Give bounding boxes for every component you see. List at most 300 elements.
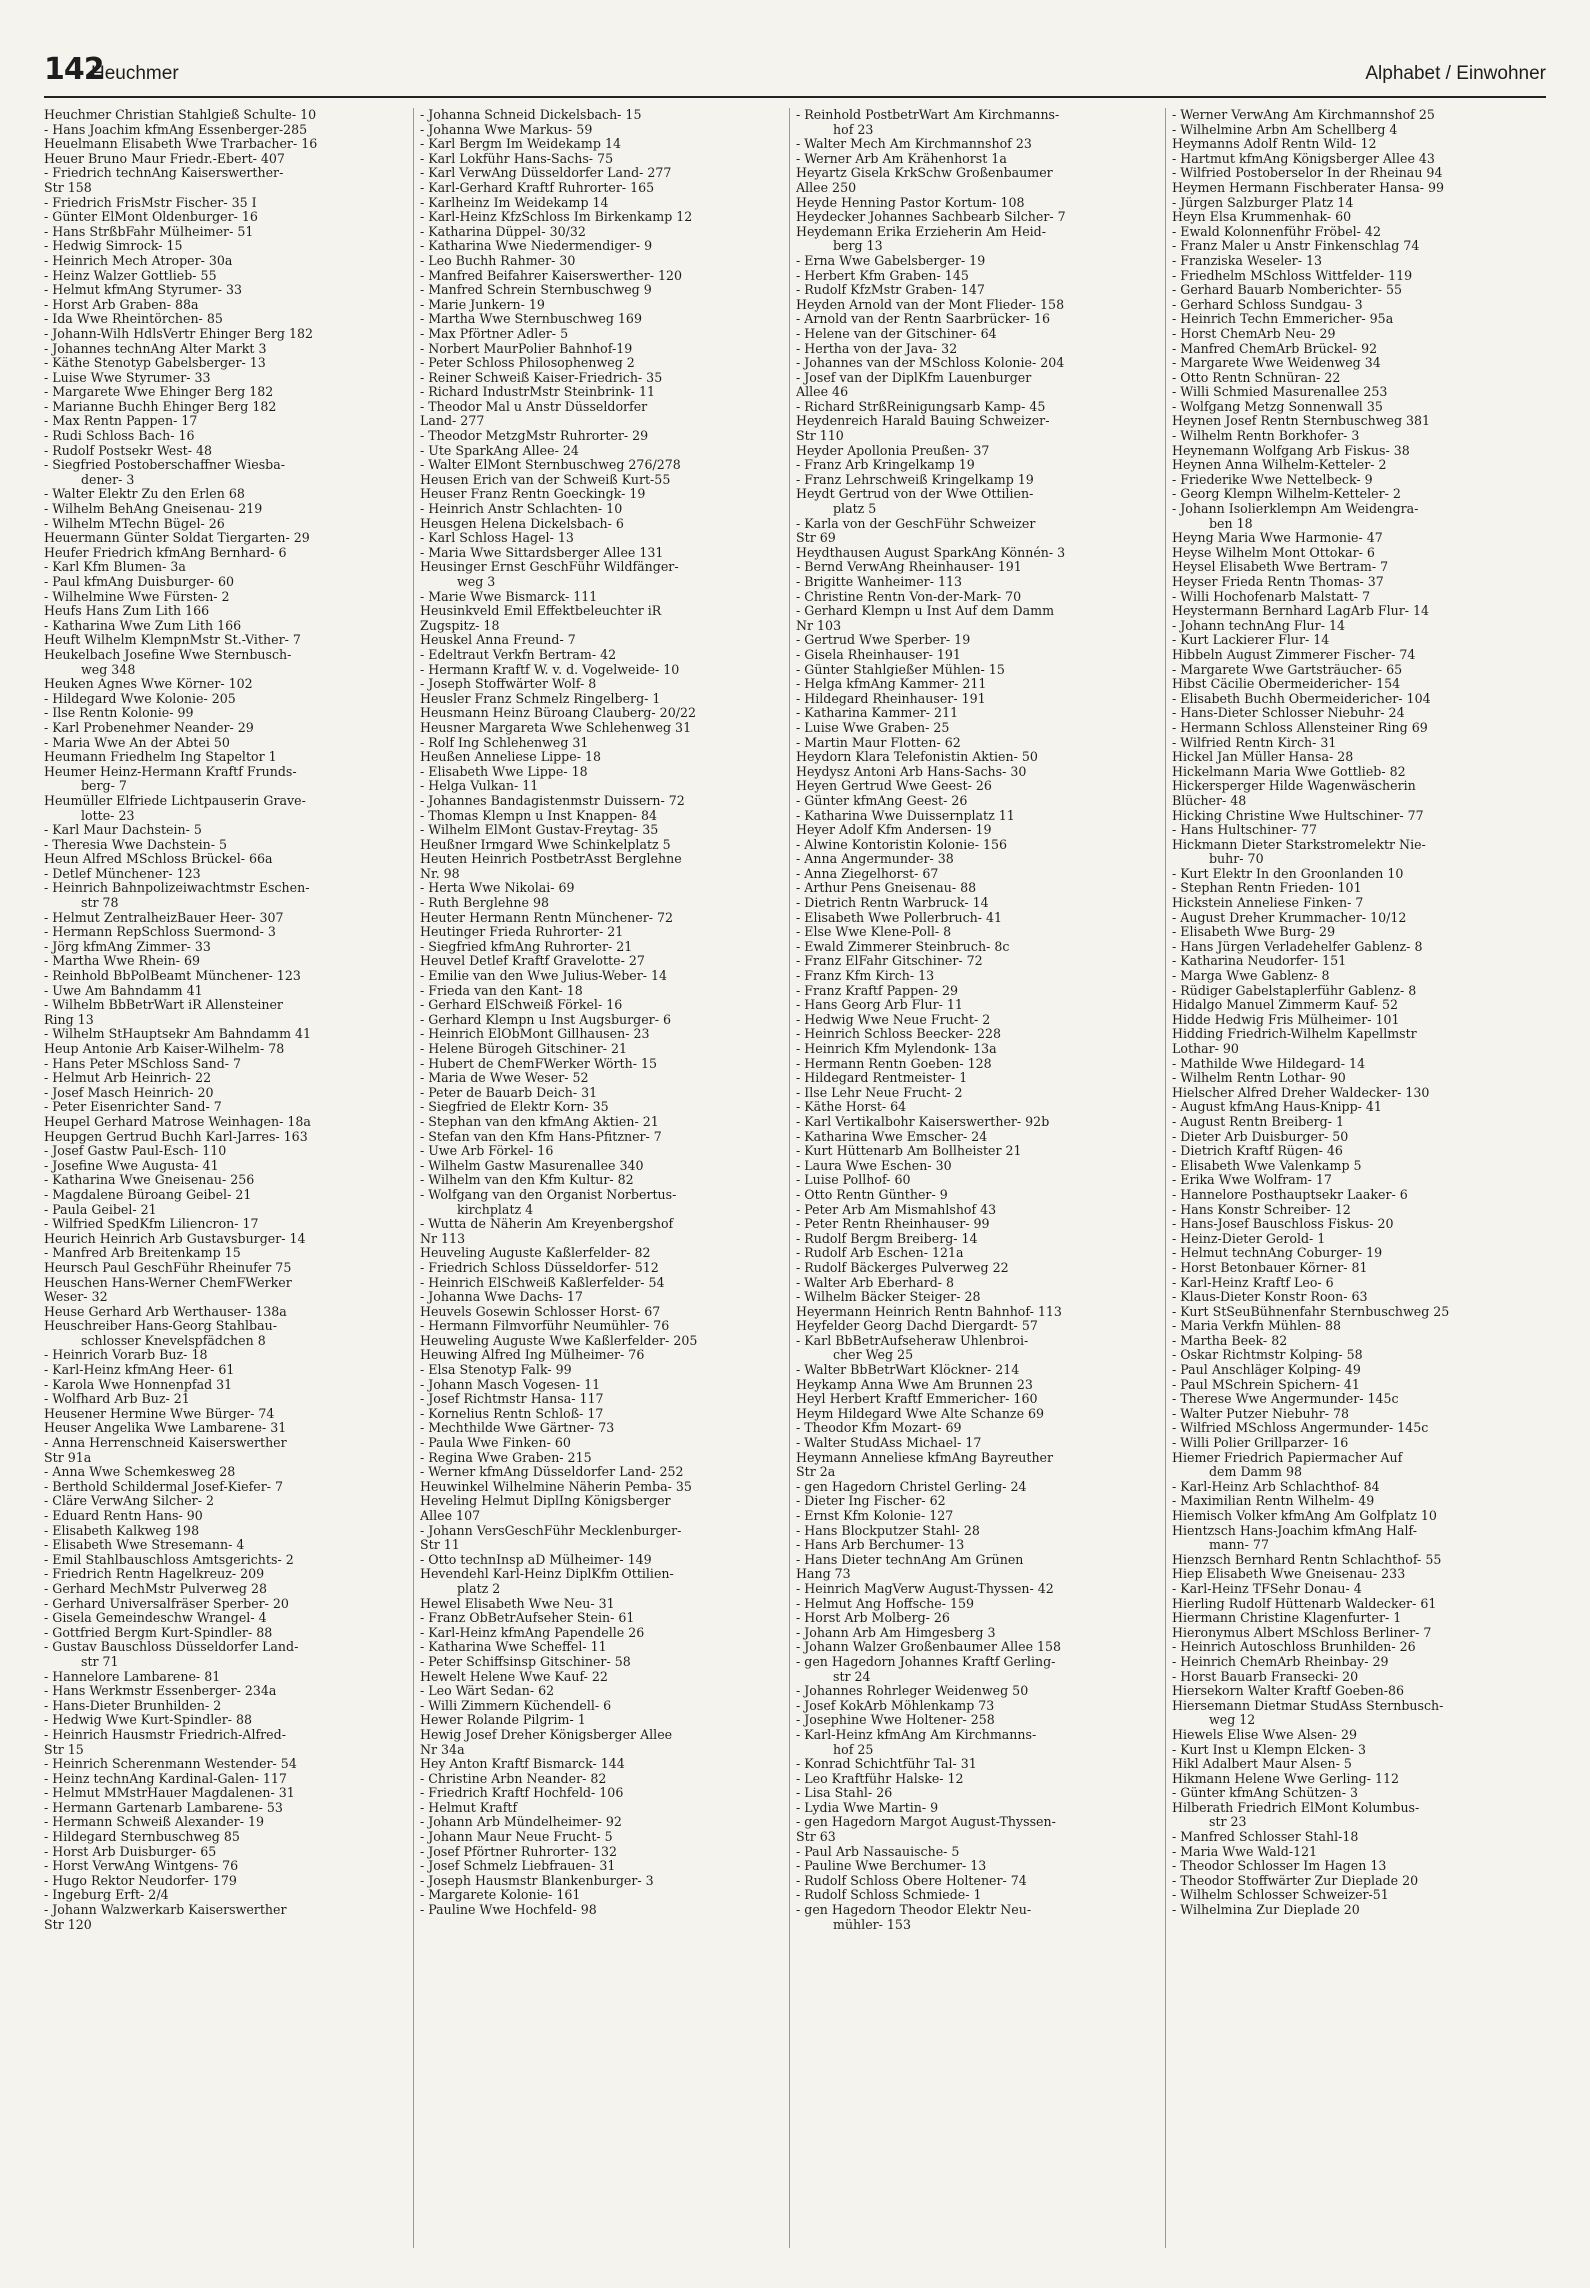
directory-entry: - Helmut ZentralheizBauer Heer- 307: [44, 910, 284, 925]
directory-entry: - August Rentn Breiberg- 1: [1172, 1114, 1345, 1129]
directory-entry: - August kfmAng Haus-Knipp- 41: [1172, 1100, 1382, 1115]
directory-entry: - Max Pförtner Adler- 5: [420, 326, 569, 341]
directory-entry: Heumann Friedhelm Ing Stapeltor 1: [44, 750, 277, 765]
directory-entry: mann- 77: [1209, 1538, 1269, 1553]
directory-entry: - Hans Konstr Schreiber- 12: [1172, 1202, 1351, 1217]
directory-column-4: [1172, 108, 1536, 2248]
directory-entry: - Heinz-Dieter Gerold- 1: [1172, 1231, 1326, 1246]
directory-entry: - Walter ElMont Sternbuschweg 276/278: [420, 458, 681, 473]
directory-entry: Heveling Helmut DiplIng Königsberger: [420, 1494, 671, 1509]
directory-entry: - Ute SparkAng Allee- 24: [420, 443, 579, 458]
directory-entry: - Wolfgang Metzg Sonnenwall 35: [1172, 399, 1383, 414]
directory-entry: Heyermann Heinrich Rentn Bahnhof- 113: [796, 1304, 1062, 1319]
directory-entry: Heydorn Klara Telefonistin Aktien- 50: [796, 750, 1038, 765]
directory-entry: - Margarete Wwe Ehinger Berg 182: [44, 385, 274, 400]
directory-entry: - Paul Arb Nassauische- 5: [796, 1844, 960, 1859]
directory-entry: - Oskar Richtmstr Kolping- 58: [1172, 1348, 1363, 1363]
directory-entry: - Karl-Heinz TFSehr Donau- 4: [1172, 1581, 1362, 1596]
directory-entry: Hienzsch Bernhard Rentn Schlachthof- 55: [1172, 1552, 1442, 1567]
directory-entry: Heyn Elsa Krummenhak- 60: [1172, 210, 1352, 225]
directory-entry: - Leo Kraftführ Halske- 12: [796, 1771, 964, 1786]
directory-entry: - Karola Wwe Honnenpfad 31: [44, 1377, 233, 1392]
directory-entry: - Karlheinz Im Weidekamp 14: [420, 195, 609, 210]
directory-entry: - Karla von der GeschFühr Schweizer: [796, 516, 1036, 531]
directory-entry: - Johann Arb Mündelheimer- 92: [420, 1815, 622, 1830]
directory-entry: - Otto Rentn Schnüran- 22: [1172, 370, 1341, 385]
directory-entry: Hibbeln August Zimmerer Fischer- 74: [1172, 647, 1416, 662]
directory-entry: - Magdalene Büroang Geibel- 21: [44, 1187, 252, 1202]
directory-entry: Heusinger Ernst GeschFühr Wildfänger-: [420, 560, 679, 575]
directory-entry: - Maria Wwe Wald-121: [1172, 1844, 1318, 1859]
directory-entry: - Johannes Bandagistenmstr Duissern- 72: [420, 793, 685, 808]
directory-entry: - Manfred Schrein Sternbuschweg 9: [420, 283, 652, 298]
directory-entry: Hang 73: [796, 1567, 851, 1582]
directory-entry: - gen Hagedorn Theodor Elektr Neu-: [796, 1903, 1032, 1918]
directory-entry: Heynen Anna Wilhelm-Ketteler- 2: [1172, 458, 1387, 473]
directory-entry: Heuten Heinrich PostbetrAsst Berglehne: [420, 852, 682, 867]
directory-entry: Heuken Agnes Wwe Körner- 102: [44, 677, 253, 692]
directory-entry: Heuser Franz Rentn Goeckingk- 19: [420, 487, 646, 502]
directory-entry: - Gerhard MechMstr Pulverweg 28: [44, 1581, 267, 1596]
directory-entry: - Max Rentn Pappen- 17: [44, 414, 198, 429]
directory-entry: - Hannelore Posthauptsekr Laaker- 6: [1172, 1187, 1408, 1202]
directory-entry: - Johanna Wwe Markus- 59: [420, 122, 593, 137]
directory-entry: - Johannes van der MSchloss Kolonie- 204: [796, 356, 1065, 371]
directory-entry: - Wilhelmine Wwe Fürsten- 2: [44, 589, 230, 604]
directory-entry: - Theodor Schlosser Im Hagen 13: [1172, 1859, 1387, 1874]
directory-entry: Heykamp Anna Wwe Am Brunnen 23: [796, 1377, 1033, 1392]
directory-entry: - Ida Wwe Rheintörchen- 85: [44, 312, 223, 327]
directory-entry: Heydenreich Harald Bauing Schweizer-: [796, 414, 1050, 429]
directory-entry: - Helmut Arb Heinrich- 22: [44, 1071, 212, 1086]
directory-entry: - Horst Bauarb Fransecki- 20: [1172, 1669, 1359, 1684]
directory-entry: Hierling Rudolf Hüttenarb Waldecker- 61: [1172, 1596, 1437, 1611]
directory-entry: Hielscher Alfred Dreher Waldecker- 130: [1172, 1085, 1430, 1100]
directory-entry: - Stefan van den Kfm Hans-Pfitzner- 7: [420, 1129, 662, 1144]
section-title: Alphabet / Einwohner: [1365, 63, 1546, 84]
directory-entry: - Willi Zimmern Küchendell- 6: [420, 1698, 612, 1713]
directory-entry: - Günter kfmAng Schützen- 3: [1172, 1786, 1359, 1801]
directory-entry: - Therese Wwe Angermunder- 145c: [1172, 1392, 1399, 1407]
directory-entry: Hewer Rolande Pilgrim- 1: [420, 1713, 586, 1728]
directory-entry: - Horst Betonbauer Körner- 81: [1172, 1260, 1368, 1275]
directory-entry: - Anna Angermunder- 38: [796, 852, 954, 867]
directory-entry: - Karl Bergm Im Weidekamp 14: [420, 137, 621, 152]
directory-entry: - Wilhelm van den Kfm Kultur- 82: [420, 1173, 634, 1188]
directory-entry: Hicking Christine Wwe Hultschiner- 77: [1172, 808, 1424, 823]
directory-entry: - Mathilde Wwe Hildegard- 14: [1172, 1056, 1366, 1071]
directory-entry: - Siegfried Postoberschaffner Wiesba-: [44, 458, 286, 473]
directory-entry: Hickelmann Maria Wwe Gottlieb- 82: [1172, 764, 1406, 779]
directory-entry: - Herbert Kfm Graben- 145: [796, 268, 969, 283]
directory-entry: - Arthur Pens Gneisenau- 88: [796, 881, 977, 896]
directory-entry: - Hans Blockputzer Stahl- 28: [796, 1523, 980, 1538]
directory-entry: Allee 250: [796, 180, 857, 195]
directory-entry: - Hildegard Wwe Kolonie- 205: [44, 691, 236, 706]
directory-entry: - Hans Werkmstr Essenberger- 234a: [44, 1684, 277, 1699]
directory-entry: Heun Alfred MSchloss Brückel- 66a: [44, 852, 273, 867]
directory-entry: Heusen Erich van der Schweiß Kurt-55: [420, 472, 671, 487]
directory-entry: - Ernst Kfm Kolonie- 127: [796, 1509, 954, 1523]
directory-column-3: [796, 108, 1160, 2248]
directory-entry: - Hermann Schloss Allensteiner Ring 69: [1172, 720, 1428, 735]
directory-entry: - Luise Pollhof- 60: [796, 1173, 911, 1188]
directory-entry: Heufs Hans Zum Lith 166: [44, 604, 210, 619]
directory-entry: Heußen Anneliese Lippe- 18: [420, 750, 601, 765]
directory-entry: - Gerhard ElSchweiß Förkel- 16: [420, 998, 623, 1013]
directory-entry: Nr 103: [796, 618, 842, 633]
directory-entry: Hieronymus Albert MSchloss Berliner- 7: [1172, 1625, 1432, 1640]
directory-entry: - Hildegard Sternbuschweg 85: [44, 1830, 240, 1845]
directory-entry: - Werner Arb Am Krähenhorst 1a: [796, 151, 1007, 166]
directory-entry: - Stephan Rentn Frieden- 101: [1172, 881, 1362, 896]
directory-entry: - Mechthilde Wwe Gärtner- 73: [420, 1421, 615, 1436]
column-divider: [789, 108, 790, 2248]
directory-entry: Heuft Wilhelm KlempnMstr St.-Vither- 7: [44, 633, 301, 648]
directory-entry: - Helmut technAng Coburger- 19: [1172, 1246, 1383, 1261]
directory-entry: - Walter Mech Am Kirchmannshof 23: [796, 137, 1032, 152]
directory-entry: - Peter Arb Am Mismahlshof 43: [796, 1202, 997, 1217]
directory-entry: - Otto Rentn Günther- 9: [796, 1187, 948, 1202]
directory-entry: - Wilfried MSchloss Angermunder- 145c: [1172, 1421, 1429, 1436]
directory-entry: - Richard StrßReinigungsarb Kamp- 45: [796, 399, 1046, 414]
directory-entry: - Gustav Bauschloss Düsseldorfer Land-: [44, 1640, 299, 1655]
directory-entry: - Dietrich Kraftf Rügen- 46: [1172, 1144, 1343, 1159]
directory-entry: Heyl Herbert Kraftf Emmericher- 160: [796, 1392, 1038, 1407]
page-number: 142: [44, 52, 104, 87]
directory-entry: - Stephan van den kfmAng Aktien- 21: [420, 1114, 659, 1129]
directory-entry: - Karl Lokführ Hans-Sachs- 75: [420, 151, 614, 166]
directory-entry: - Hans Hultschiner- 77: [1172, 823, 1318, 838]
directory-entry: - Franz Kfm Kirch- 13: [796, 969, 935, 984]
directory-entry: - Johann Maur Neue Frucht- 5: [420, 1830, 613, 1845]
directory-entry: str 23: [1209, 1815, 1247, 1830]
directory-entry: - Elisabeth Wwe Burg- 29: [1172, 925, 1336, 940]
directory-entry: Hidde Hedwig Fris Mülheimer- 101: [1172, 1012, 1400, 1027]
directory-entry: - Emil Stahlbauschloss Amtsgerichts- 2: [44, 1552, 294, 1567]
directory-entry: Heusener Hermine Wwe Bürger- 74: [44, 1406, 275, 1421]
directory-entry: Heysel Elisabeth Wwe Bertram- 7: [1172, 560, 1389, 575]
directory-entry: - Heinrich Bahnpolizeiwachtmstr Eschen-: [44, 881, 310, 896]
directory-entry: - Heinrich ElObMont Gillhausen- 23: [420, 1027, 650, 1042]
directory-entry: - Wutta de Näherin Am Kreyenbergshof: [420, 1217, 674, 1232]
directory-entry: - Peter Schiffsinsp Gitschiner- 58: [420, 1654, 631, 1669]
directory-entry: Heupgen Gertrud Buchh Karl-Jarres- 163: [44, 1129, 308, 1144]
directory-entry: Str 110: [796, 429, 844, 444]
directory-entry: - Martin Maur Flotten- 62: [796, 735, 961, 750]
directory-entry: - Kurt Elektr In den Groonlanden 10: [1172, 866, 1404, 881]
running-head-surname: Heuchmer: [91, 63, 179, 84]
directory-entry: Hickel Jan Müller Hansa- 28: [1172, 750, 1354, 765]
directory-entry: - Hertha von der Java- 32: [796, 341, 958, 356]
directory-entry: - Hildegard Rheinhauser- 191: [796, 691, 986, 706]
directory-entry: - Peter Rentn Rheinhauser- 99: [796, 1217, 990, 1232]
directory-entry: - Regina Wwe Graben- 215: [420, 1450, 592, 1465]
directory-entry: Heymanns Adolf Rentn Wild- 12: [1172, 137, 1377, 152]
directory-entry: - Heinrich Mech Atroper- 30a: [44, 253, 233, 268]
directory-entry: - Friedrich Schloss Düsseldorfer- 512: [420, 1260, 659, 1275]
directory-entry: - Marga Wwe Gablenz- 8: [1172, 969, 1330, 984]
directory-entry: weg 348: [81, 662, 136, 677]
directory-entry: - Dieter Ing Fischer- 62: [796, 1494, 946, 1509]
directory-entry: hof 25: [833, 1742, 874, 1757]
directory-entry: - Wilhelm ElMont Gustav-Freytag- 35: [420, 823, 659, 838]
directory-entry: - Detlef Münchener- 123: [44, 866, 201, 881]
directory-entry: - Herta Wwe Nikolai- 69: [420, 881, 575, 896]
page-header: [44, 50, 1546, 98]
directory-entry: - Johann Masch Vogesen- 11: [420, 1377, 601, 1392]
directory-entry: - Richard IndustrMstr Steinbrink- 11: [420, 385, 655, 400]
directory-entry: - Marie Wwe Bismarck- 111: [420, 589, 598, 604]
directory-entry: - Hermann Filmvorführ Neumühler- 76: [420, 1319, 670, 1334]
directory-columns: [44, 108, 1546, 2248]
directory-entry: - Heinrich Techn Emmericher- 95a: [1172, 312, 1394, 327]
directory-entry: - Friedhelm MSchloss Wittfelder- 119: [1172, 268, 1413, 283]
directory-entry: - Hedwig Wwe Kurt-Spindler- 88: [44, 1713, 253, 1728]
directory-entry: - Dieter Arb Duisburger- 50: [1172, 1129, 1349, 1144]
directory-entry: - Karl-Heinz kfmAng Am Kirchmanns-: [796, 1727, 1037, 1742]
directory-entry: - Hubert de ChemFWerker Wörth- 15: [420, 1056, 657, 1071]
directory-entry: - Rudolf Bergm Breiberg- 14: [796, 1231, 978, 1246]
directory-entry: - Wilhelm StHauptsekr Am Bahndamm 41: [44, 1027, 312, 1042]
directory-entry: Heyden Arnold van der Mont Flieder- 158: [796, 297, 1065, 312]
directory-entry: - Heinz technAng Kardinal-Galen- 117: [44, 1771, 287, 1786]
directory-entry: mühler- 153: [833, 1917, 911, 1932]
directory-entry: hof 23: [833, 122, 874, 137]
directory-entry: - Johann-Wilh HdlsVertr Ehinger Berg 182: [44, 326, 314, 341]
directory-entry: Hiersekorn Walter Kraftf Goeben-86: [1172, 1684, 1404, 1699]
directory-entry: Hickmann Dieter Starkstromelektr Nie-: [1172, 837, 1426, 852]
directory-entry: - Karl Vertikalbohr Kaiserswerther- 92b: [796, 1114, 1050, 1129]
directory-entry: - Franziska Weseler- 13: [1172, 253, 1322, 268]
directory-entry: Hiemisch Volker kfmAng Am Golfplatz 10: [1172, 1509, 1437, 1523]
directory-entry: - Hans-Dieter Schlosser Niebuhr- 24: [1172, 706, 1405, 721]
directory-entry: Str 2a: [796, 1465, 836, 1480]
directory-entry: - Wilhelm BbBetrWart iR Allensteiner: [44, 998, 283, 1013]
directory-entry: - Frieda van den Kant- 18: [420, 983, 583, 998]
directory-entry: weg 12: [1209, 1713, 1256, 1728]
directory-entry: - Franz Maler u Anstr Finkenschlag 74: [1172, 239, 1420, 254]
directory-entry: - Theodor Kfm Mozart- 69: [796, 1421, 962, 1436]
directory-entry: - Walter Elektr Zu den Erlen 68: [44, 487, 245, 502]
directory-entry: cher Weg 25: [833, 1348, 914, 1363]
directory-entry: berg 13: [833, 239, 883, 254]
directory-entry: Heyfelder Georg Dachd Diergardt- 57: [796, 1319, 1038, 1334]
directory-entry: - Luise Wwe Styrumer- 33: [44, 370, 211, 385]
directory-entry: - Maria Wwe An der Abtei 50: [44, 735, 230, 750]
directory-entry: platz 5: [833, 502, 877, 517]
directory-entry: - Berthold Schildermal Josef-Kiefer- 7: [44, 1479, 284, 1494]
directory-entry: lotte- 23: [81, 808, 135, 823]
directory-entry: Heusler Franz Schmelz Ringelberg- 1: [420, 691, 661, 706]
directory-entry: - Gerhard Universalfräser Sperber- 20: [44, 1596, 289, 1611]
directory-entry: Nr 34a: [420, 1742, 465, 1757]
directory-entry: - Theodor MetzgMstr Ruhrorter- 29: [420, 429, 649, 444]
directory-entry: - Rüdiger Gabelstaplerführ Gablenz- 8: [1172, 983, 1417, 998]
directory-entry: - Paula Geibel- 21: [44, 1202, 157, 1217]
directory-entry: - Heinz Walzer Gottlieb- 55: [44, 268, 217, 283]
directory-entry: Heutinger Frieda Ruhrorter- 21: [420, 925, 624, 940]
directory-entry: Heuchmer Christian Stahlgieß Schulte- 10: [44, 108, 317, 122]
directory-entry: - Horst Arb Graben- 88a: [44, 297, 199, 312]
directory-entry: - Margarete Wwe Weidenweg 34: [1172, 356, 1381, 371]
directory-entry: - Helmut kfmAng Styrumer- 33: [44, 283, 242, 298]
directory-entry: - Johann Walzer Großenbaumer Allee 158: [796, 1640, 1062, 1655]
directory-entry: Hevendehl Karl-Heinz DiplKfm Ottilien-: [420, 1567, 674, 1582]
directory-entry: - Günter kfmAng Geest- 26: [796, 793, 968, 808]
directory-entry: - Walter StudAss Michael- 17: [796, 1436, 982, 1451]
directory-entry: Nr 113: [420, 1231, 466, 1246]
directory-entry: Hiewels Elise Wwe Alsen- 29: [1172, 1727, 1357, 1742]
directory-entry: - Joseph Hausmstr Blankenburger- 3: [420, 1873, 654, 1888]
directory-entry: - Heinrich Anstr Schlachten- 10: [420, 502, 623, 517]
directory-entry: - Leo Wärt Sedan- 62: [420, 1684, 555, 1699]
directory-entry: - Marie Junkern- 19: [420, 297, 545, 312]
directory-entry: Hewig Josef Dreher Königsberger Allee: [420, 1727, 673, 1742]
directory-entry: Allee 46: [796, 385, 849, 400]
directory-entry: - Hermann Rentn Goeben- 128: [796, 1056, 992, 1071]
directory-entry: - Karl-Heinz Arb Schlachthof- 84: [1172, 1479, 1380, 1494]
directory-entry: - Elsa Stenotyp Falk- 99: [420, 1363, 572, 1378]
directory-entry: - Hermann Schweiß Alexander- 19: [44, 1815, 264, 1830]
directory-entry: - Peter Eisenrichter Sand- 7: [44, 1100, 222, 1115]
directory-entry: Str 91a: [44, 1450, 92, 1465]
directory-entry: - Anna Ziegelhorst- 67: [796, 866, 939, 881]
directory-entry: - Erika Wwe Wolfram- 17: [1172, 1173, 1332, 1188]
directory-entry: - Heinrich ChemArb Rheinbay- 29: [1172, 1654, 1389, 1669]
directory-entry: - Theresia Wwe Dachstein- 5: [44, 837, 228, 852]
directory-entry: Hickersperger Hilde Wagenwäscherin: [1172, 779, 1416, 794]
directory-entry: - Josef Masch Heinrich- 20: [44, 1085, 214, 1100]
directory-entry: - Gisela Rheinhauser- 191: [796, 647, 961, 662]
directory-entry: - Katharina Wwe Gneisenau- 256: [44, 1173, 255, 1188]
directory-entry: - Wilhelmina Zur Dieplade 20: [1172, 1903, 1360, 1918]
directory-entry: dener- 3: [81, 472, 135, 487]
directory-entry: - Karl-Heinz kfmAng Heer- 61: [44, 1363, 235, 1378]
directory-entry: - Karl-Heinz KfzSchloss Im Birkenkamp 12: [420, 210, 693, 225]
directory-entry: - Hugo Rektor Neudorfer- 179: [44, 1873, 237, 1888]
directory-entry: buhr- 70: [1209, 852, 1264, 867]
directory-entry: - Wilhelm Gastw Masurenallee 340: [420, 1158, 644, 1173]
directory-entry: - Josef van der DiplKfm Lauenburger: [796, 370, 1032, 385]
directory-entry: - Karl Maur Dachstein- 5: [44, 823, 202, 838]
directory-entry: - Rudolf Bäckerges Pulverweg 22: [796, 1260, 1009, 1275]
directory-entry: - Johann VersGeschFühr Mecklenburger-: [420, 1523, 682, 1538]
directory-entry: platz 2: [457, 1581, 501, 1596]
directory-entry: Hickstein Anneliese Finken- 7: [1172, 896, 1364, 911]
directory-entry: Heuelmann Elisabeth Wwe Trarbacher- 16: [44, 137, 318, 152]
directory-entry: Allee 107: [420, 1509, 481, 1523]
directory-entry: - Gerhard Schloss Sundgau- 3: [1172, 297, 1363, 312]
directory-entry: Heydthausen August SparkAng Könnén- 3: [796, 545, 1066, 560]
directory-entry: - Hermann Gartenarb Lambarene- 53: [44, 1800, 283, 1815]
directory-entry: - Paula Wwe Finken- 60: [420, 1436, 571, 1451]
directory-entry: - Johanna Wwe Dachs- 17: [420, 1290, 583, 1305]
directory-entry: - Karl-Heinz Kraftf Leo- 6: [1172, 1275, 1334, 1290]
directory-entry: - Heinrich Scherenmann Westender- 54: [44, 1757, 297, 1772]
directory-entry: - Elisabeth Wwe Pollerbruch- 41: [796, 910, 1003, 925]
directory-entry: - Johann Arb Am Himgesberg 3: [796, 1625, 996, 1640]
directory-entry: - Friedrich technAng Kaiserswerther-: [44, 166, 284, 181]
directory-entry: Heuschen Hans-Werner ChemFWerker: [44, 1275, 292, 1290]
directory-entry: Heuvels Gosewin Schlosser Horst- 67: [420, 1304, 661, 1319]
directory-entry: - Franz ObBetrAufseher Stein- 61: [420, 1611, 635, 1626]
directory-entry: Heuermann Günter Soldat Tiergarten- 29: [44, 531, 310, 546]
directory-entry: - Karl Schloss Hagel- 13: [420, 531, 574, 546]
column-divider: [1165, 108, 1166, 2248]
directory-entry: - Johannes Rohrleger Weidenweg 50: [796, 1684, 1029, 1699]
directory-entry: - Josefine Wwe Augusta- 41: [44, 1158, 219, 1173]
directory-entry: - Helmut Ang Hoffsche- 159: [796, 1596, 974, 1611]
directory-entry: - Horst Arb Duisburger- 65: [44, 1844, 217, 1859]
directory-entry: - Wilhelm Bäcker Steiger- 28: [796, 1290, 981, 1305]
directory-entry: - Reiner Schweiß Kaiser-Friedrich- 35: [420, 370, 663, 385]
directory-entry: - Reinhold PostbetrWart Am Kirchmanns-: [796, 108, 1060, 122]
directory-entry: - Heinrich ElSchweiß Kaßlerfelder- 54: [420, 1275, 665, 1290]
directory-entry: - Anna Herrenschneid Kaiserswerther: [44, 1436, 287, 1451]
directory-entry: - Cläre VerwAng Silcher- 2: [44, 1494, 214, 1509]
directory-entry: - Hans-Dieter Brunhilden- 2: [44, 1698, 222, 1713]
directory-entry: - Wilfried SpedKfm Liliencron- 17: [44, 1217, 259, 1232]
directory-entry: - Walter Arb Eberhard- 8: [796, 1275, 955, 1290]
directory-entry: - Martha Wwe Rhein- 69: [44, 954, 201, 969]
directory-entry: Heuschreiber Hans-Georg Stahlbau-: [44, 1319, 277, 1334]
directory-entry: Heuveling Auguste Kaßlerfelder- 82: [420, 1246, 651, 1261]
directory-entry: - Katharina Wwe Scheffel- 11: [420, 1640, 607, 1655]
directory-entry: Lothar- 90: [1172, 1042, 1239, 1056]
directory-entry: - Franz Lehrschweiß Kringelkamp 19: [796, 472, 1034, 487]
directory-entry: - Wilhelm Rentn Borkhofer- 3: [1172, 429, 1360, 444]
directory-entry: - Horst Arb Molberg- 26: [796, 1611, 950, 1626]
directory-entry: Heymen Hermann Fischberater Hansa- 99: [1172, 180, 1445, 195]
directory-entry: - Pauline Wwe Hochfeld- 98: [420, 1903, 597, 1918]
directory-entry: - Uwe Arb Förkel- 16: [420, 1144, 554, 1159]
directory-entry: Heydecker Johannes Sachbearb Silcher- 7: [796, 210, 1066, 225]
directory-entry: Heusinkveld Emil Effektbeleuchter iR: [420, 604, 662, 619]
directory-entry: Heusner Margareta Wwe Schlehenweg 31: [420, 720, 692, 735]
directory-entry: - Lydia Wwe Martin- 9: [796, 1800, 939, 1815]
directory-entry: - Hartmut kfmAng Königsberger Allee 43: [1172, 151, 1435, 166]
directory-entry: Heyer Adolf Kfm Andersen- 19: [796, 823, 992, 838]
directory-entry: Heupel Gerhard Matrose Weinhagen- 18a: [44, 1114, 311, 1129]
directory-entry: kirchplatz 4: [457, 1202, 534, 1217]
directory-entry: - Friederike Wwe Nettelbeck- 9: [1172, 472, 1373, 487]
directory-entry: - Else Wwe Klene-Poll- 8: [796, 925, 952, 940]
directory-entry: - Ilse Rentn Kolonie- 99: [44, 706, 194, 721]
directory-entry: - Leo Buchh Rahmer- 30: [420, 253, 576, 268]
directory-entry: Hilberath Friedrich ElMont Kolumbus-: [1172, 1800, 1420, 1815]
directory-entry: Hikl Adalbert Maur Alsen- 5: [1172, 1757, 1352, 1772]
directory-entry: - Peter Schloss Philosophenweg 2: [420, 356, 635, 371]
directory-entry: - Theodor Stoffwärter Zur Dieplade 20: [1172, 1873, 1419, 1888]
directory-entry: - Klaus-Dieter Konstr Roon- 63: [1172, 1290, 1368, 1305]
directory-entry: - Laura Wwe Eschen- 30: [796, 1158, 952, 1173]
directory-entry: - Martha Beek- 82: [1172, 1333, 1288, 1348]
directory-entry: Heuse Gerhard Arb Werthauser- 138a: [44, 1304, 287, 1319]
directory-entry: Heynemann Wolfgang Arb Fiskus- 38: [1172, 443, 1410, 458]
directory-entry: - Hans Dieter technAng Am Grünen: [796, 1552, 1024, 1567]
directory-entry: Heumüller Elfriede Lichtpauserin Grave-: [44, 793, 306, 808]
directory-entry: - Martha Wwe Sternbuschweg 169: [420, 312, 642, 327]
directory-entry: - Norbert MaurPolier Bahnhof-19: [420, 341, 633, 356]
directory-entry: - Katharina Neudorfer- 151: [1172, 954, 1347, 969]
directory-entry: - Anna Wwe Schemkesweg 28: [44, 1465, 236, 1480]
directory-entry: Hikmann Helene Wwe Gerling- 112: [1172, 1771, 1400, 1786]
directory-entry: - Josef Richtmstr Hansa- 117: [420, 1392, 604, 1407]
directory-entry: - Walter BbBetrWart Klöckner- 214: [796, 1363, 1020, 1378]
directory-entry: - Werner VerwAng Am Kirchmannshof 25: [1172, 108, 1435, 122]
directory-entry: - Thomas Klempn u Inst Knappen- 84: [420, 808, 657, 823]
